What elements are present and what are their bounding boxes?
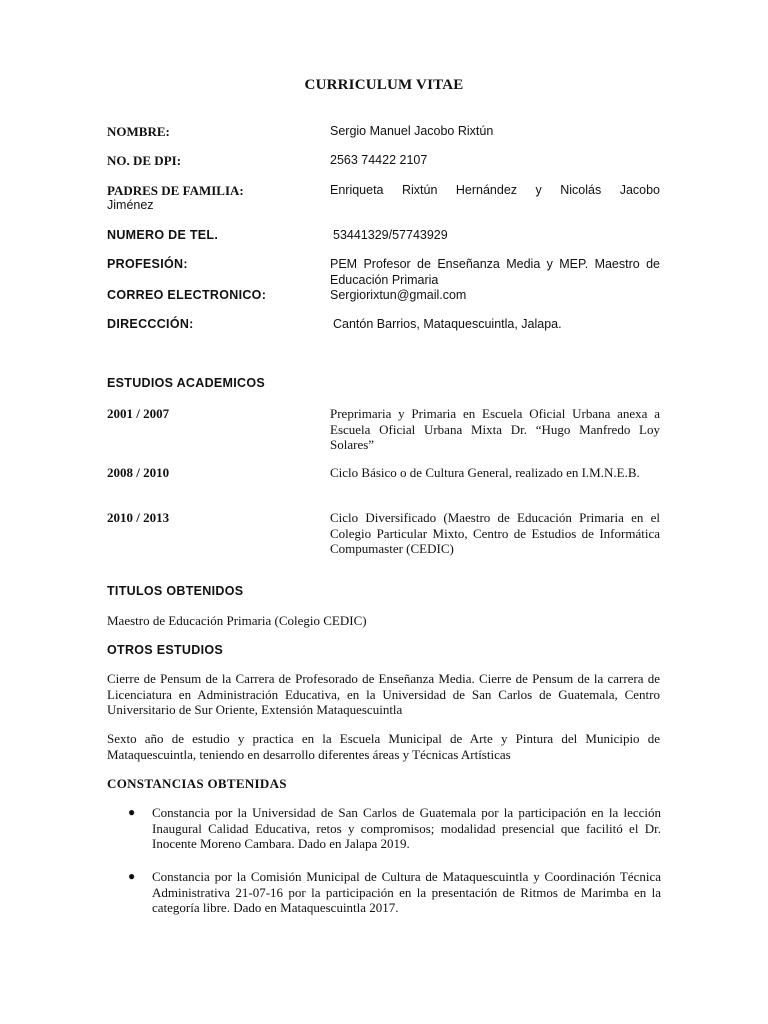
address-label: DIRECCCIÓN:: [107, 317, 194, 331]
study-years-2: 2008 / 2010: [107, 465, 170, 480]
study-years-3: 2010 / 2013: [107, 510, 170, 525]
certificate-text-2: Constancia por la Comisión Municipal de Cultura de Mataquescuintla y Coordinación Técnica Administrativa 21-07-16 por la participación en la presentación de Ritmos de Marimba en la categoría libre. Dado en Mataquescuintla 2017.: [152, 869, 661, 915]
parents-label: PADRES DE FAMILIA:: [107, 183, 244, 198]
titles-heading: TITULOS OBTENIDOS: [107, 584, 244, 598]
email-value: Sergiorixtun@gmail.com: [330, 288, 467, 302]
profession-value: PEM Profesor de Enseñanza Media y MEP. Maestro de Educación Primaria: [330, 257, 660, 287]
bullet-icon: ●: [128, 869, 136, 883]
study-text-3: Ciclo Diversificado (Maestro de Educación Primaria en el Colegio Particular Mixto, Centro de Estudios de Informática Compumaster (CEDIC): [330, 510, 660, 556]
name-label: NOMBRE:: [107, 124, 170, 139]
profession-label: PROFESIÓN:: [107, 257, 188, 271]
other-studies-paragraph-2: Sexto año de estudio y practica en la Escuela Municipal de Arte y Pintura del Municipio de Mataquescuintla, teniendo en desarrollo diferentes áreas y Técnicas Artísticas: [107, 731, 660, 762]
other-studies-heading: OTROS ESTUDIOS: [107, 643, 224, 657]
study-text-1: Preprimaria y Primaria en Escuela Oficial Urbana anexa a Escuela Oficial Urbana Mixta Dr. “Hugo Manfredo Loy Solares”: [330, 406, 660, 452]
parents-value-continuation: Jiménez: [107, 198, 154, 212]
dpi-label: NO. DE DPI:: [107, 153, 182, 168]
document-title: CURRICULUM VITAE: [304, 77, 464, 93]
parents-value: Enriqueta Rixtún Hernández y Nicolás Jacobo: [330, 183, 660, 197]
phone-label: NUMERO DE TEL.: [107, 228, 219, 242]
study-text-2: Ciclo Básico o de Cultura General, realizado en I.M.N.E.B.: [330, 465, 640, 480]
bullet-icon: ●: [128, 805, 136, 819]
studies-heading: ESTUDIOS ACADEMICOS: [107, 376, 266, 390]
email-label: CORREO ELECTRONICO:: [107, 288, 267, 302]
other-studies-paragraph-1: Cierre de Pensum de la Carrera de Profesorado de Enseñanza Media. Cierre de Pensum de la carrera de Licenciatura en Administración Educativa, en la Universidad de San Carlos de Guatemala, Centro Universitario de Sur Oriente, Extensión Mataquescuintla: [107, 671, 660, 717]
dpi-value: 2563 74422 2107: [330, 153, 428, 167]
certificates-heading: CONSTANCIAS OBTENIDAS: [107, 776, 287, 791]
phone-value: 53441329/57743929: [333, 228, 448, 242]
address-value: Cantón Barrios, Mataquescuintla, Jalapa.: [333, 317, 562, 331]
name-value: Sergio Manuel Jacobo Rixtún: [330, 124, 494, 138]
study-years-1: 2001 / 2007: [107, 406, 170, 421]
certificate-text-1: Constancia por la Universidad de San Carlos de Guatemala por la participación en la lección Inaugural Calidad Educativa, retos y compromisos; modalidad presencial que facilitó el Dr. Inocente Moreno Cambara. Dado en Jalapa 2019.: [152, 805, 661, 851]
titles-text: Maestro de Educación Primaria (Colegio CEDIC): [107, 613, 367, 628]
